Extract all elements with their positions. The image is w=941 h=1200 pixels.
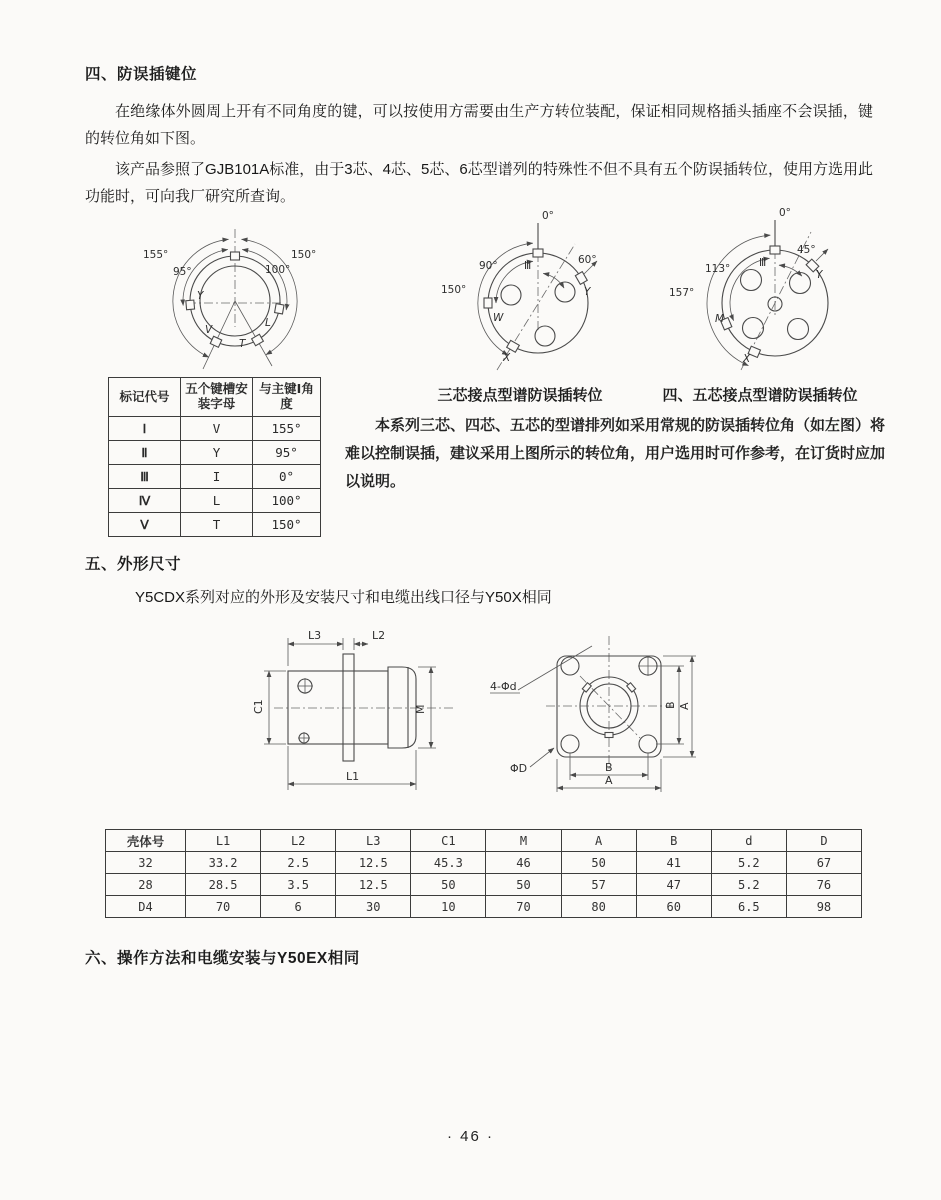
keyway-letter: V (205, 324, 213, 336)
table-cell: 80 (561, 896, 636, 918)
section6-heading: 六、操作方法和电缆安装与Y50EX相同 (85, 950, 360, 967)
dim-label-M: M (414, 704, 427, 714)
angle-label: 100° (265, 264, 291, 276)
table-cell: Ⅰ (109, 417, 181, 441)
table-cell: 50 (486, 874, 561, 896)
angle-label: 95° (173, 266, 192, 278)
table-cell: 30 (336, 896, 411, 918)
page-number: · 46 · (446, 1128, 494, 1145)
section4-note: 本系列三芯、四芯、五芯的型谱排列如采用常规的防误插转位角（如左图）将难以控制误插，建议采用上图所示的转位角，用户选用时可作参考，在订货时应加以说明。 (345, 417, 886, 490)
table-cell: 95° (253, 441, 321, 465)
column-header: 与主键Ⅰ角度 (253, 378, 321, 417)
table-cell: 70 (186, 896, 261, 918)
column-header: A (561, 830, 636, 852)
column-header: C1 (411, 830, 486, 852)
table-cell: Ⅳ (109, 489, 181, 513)
angle-label: 157° (669, 287, 695, 299)
keyway-letter: T (239, 338, 246, 350)
section4-heading: 四、防误插键位 (85, 66, 198, 83)
table-cell: 50 (411, 874, 486, 896)
keyway-roman: Ⅲ (524, 260, 532, 272)
section4-paragraph-2: 该产品参照了GJB101A标准，由于3芯、4芯、5芯、6芯型谱列的特殊性不但不具有五个防误插转位，使用方选用此功能时，可向我厂研究所查询。 (85, 161, 873, 205)
table-cell: Ⅴ (109, 513, 181, 537)
keyway-letter: X (743, 353, 751, 365)
table-cell: 3.5 (261, 874, 336, 896)
angle-label: 0° (542, 210, 554, 222)
column-header: 标记代号 (109, 378, 181, 417)
four-five-core-keyway-diagram (665, 198, 885, 390)
table-cell: D4 (106, 896, 186, 918)
keyway-letter: Y (197, 290, 204, 302)
keyway-letter: Y (816, 269, 823, 281)
table-cell: 155° (253, 417, 321, 441)
table-cell: V (181, 417, 253, 441)
column-header: L2 (261, 830, 336, 852)
dim-label-C1: C1 (252, 699, 265, 714)
section5-subtitle: Y5CDX系列对应的外形及安装尺寸和电缆出线口径与Y50X相同 (135, 589, 552, 606)
keyway-letter: X (503, 352, 511, 364)
table-cell: 46 (486, 852, 561, 874)
table-cell: 0° (253, 465, 321, 489)
table-cell: 12.5 (336, 852, 411, 874)
angle-label: 150° (441, 284, 467, 296)
table-cell: 2.5 (261, 852, 336, 874)
table-cell: 41 (636, 852, 711, 874)
keyway-roman: Ⅲ (759, 257, 767, 269)
column-header: d (711, 830, 786, 852)
connector-side-view-drawing (250, 622, 490, 814)
keyway-letter: W (493, 312, 504, 324)
table-cell: L (181, 489, 253, 513)
section5-heading: 五、外形尺寸 (85, 556, 182, 573)
table-row (106, 896, 862, 918)
table-cell: 5.2 (711, 852, 786, 874)
column-header: 五个键槽安装字母 (181, 378, 253, 417)
column-header: 壳体号 (106, 830, 186, 852)
table-cell: 28.5 (186, 874, 261, 896)
column-header: L3 (336, 830, 411, 852)
angle-label: 150° (291, 249, 317, 261)
dim-label-4-phi-d: 4-Φd (490, 680, 517, 693)
table-cell: Ⅲ (109, 465, 181, 489)
table-header-row (109, 378, 321, 417)
table-cell: 28 (106, 874, 186, 896)
table-cell: 33.2 (186, 852, 261, 874)
keyway-rotation-diagram (135, 213, 335, 381)
column-header: L1 (186, 830, 261, 852)
section4-paragraph-1: 在绝缘体外圆周上开有不同角度的键，可以按使用方需要由生产方转位装配，保证相同规格插头插座不会误插，键的转位角如下图。 (85, 103, 873, 147)
dim-label-L3: L3 (308, 629, 322, 642)
dim-label-phi-D: ΦD (510, 762, 528, 775)
caption-three-core: 三芯接点型谱防误插转位 (437, 387, 603, 404)
keyway-letter: Y (584, 286, 591, 298)
angle-label: 155° (143, 249, 169, 261)
table-cell: 57 (561, 874, 636, 896)
three-core-keyway-diagram (435, 203, 645, 385)
table-cell: I (181, 465, 253, 489)
table-cell: 32 (106, 852, 186, 874)
dim-label-B-vertical: B (664, 701, 677, 709)
table-cell: 10 (411, 896, 486, 918)
table-cell: T (181, 513, 253, 537)
key-marking-table (108, 377, 321, 537)
table-cell: 12.5 (336, 874, 411, 896)
table-row (109, 441, 321, 465)
table-cell: Ⅱ (109, 441, 181, 465)
table-cell: 60 (636, 896, 711, 918)
table-cell: 98 (786, 896, 861, 918)
dim-label-L2: L2 (372, 629, 386, 642)
table-cell: 5.2 (711, 874, 786, 896)
table-cell: 6.5 (711, 896, 786, 918)
angle-label: 90° (479, 260, 498, 272)
table-row (109, 465, 321, 489)
table-cell: 76 (786, 874, 861, 896)
dim-label-B: B (605, 761, 613, 774)
table-row (109, 417, 321, 441)
table-cell: Y (181, 441, 253, 465)
table-row (109, 489, 321, 513)
keyway-letter: M (715, 313, 725, 325)
dim-label-A: A (605, 774, 613, 787)
angle-label: 60° (578, 254, 597, 266)
table-row (109, 513, 321, 537)
keyway-letter: L (265, 317, 271, 329)
column-header: M (486, 830, 561, 852)
table-cell: 47 (636, 874, 711, 896)
angle-label: 0° (779, 207, 791, 219)
table-header-row (106, 830, 862, 852)
table-cell: 67 (786, 852, 861, 874)
angle-label: 113° (705, 263, 731, 275)
dim-label-L1: L1 (346, 770, 360, 783)
connector-front-view-drawing (488, 624, 713, 816)
column-header: D (786, 830, 861, 852)
table-cell: 70 (486, 896, 561, 918)
table-cell: 50 (561, 852, 636, 874)
table-cell: 6 (261, 896, 336, 918)
column-header: B (636, 830, 711, 852)
dim-label-A-vertical: A (678, 702, 691, 710)
angle-label: 45° (797, 244, 816, 256)
table-cell: 45.3 (411, 852, 486, 874)
dimension-table (105, 829, 862, 918)
table-cell: 100° (253, 489, 321, 513)
table-cell: 150° (253, 513, 321, 537)
table-row (106, 852, 862, 874)
caption-four-five-core: 四、五芯接点型谱防误插转位 (662, 387, 858, 404)
table-row (106, 874, 862, 896)
